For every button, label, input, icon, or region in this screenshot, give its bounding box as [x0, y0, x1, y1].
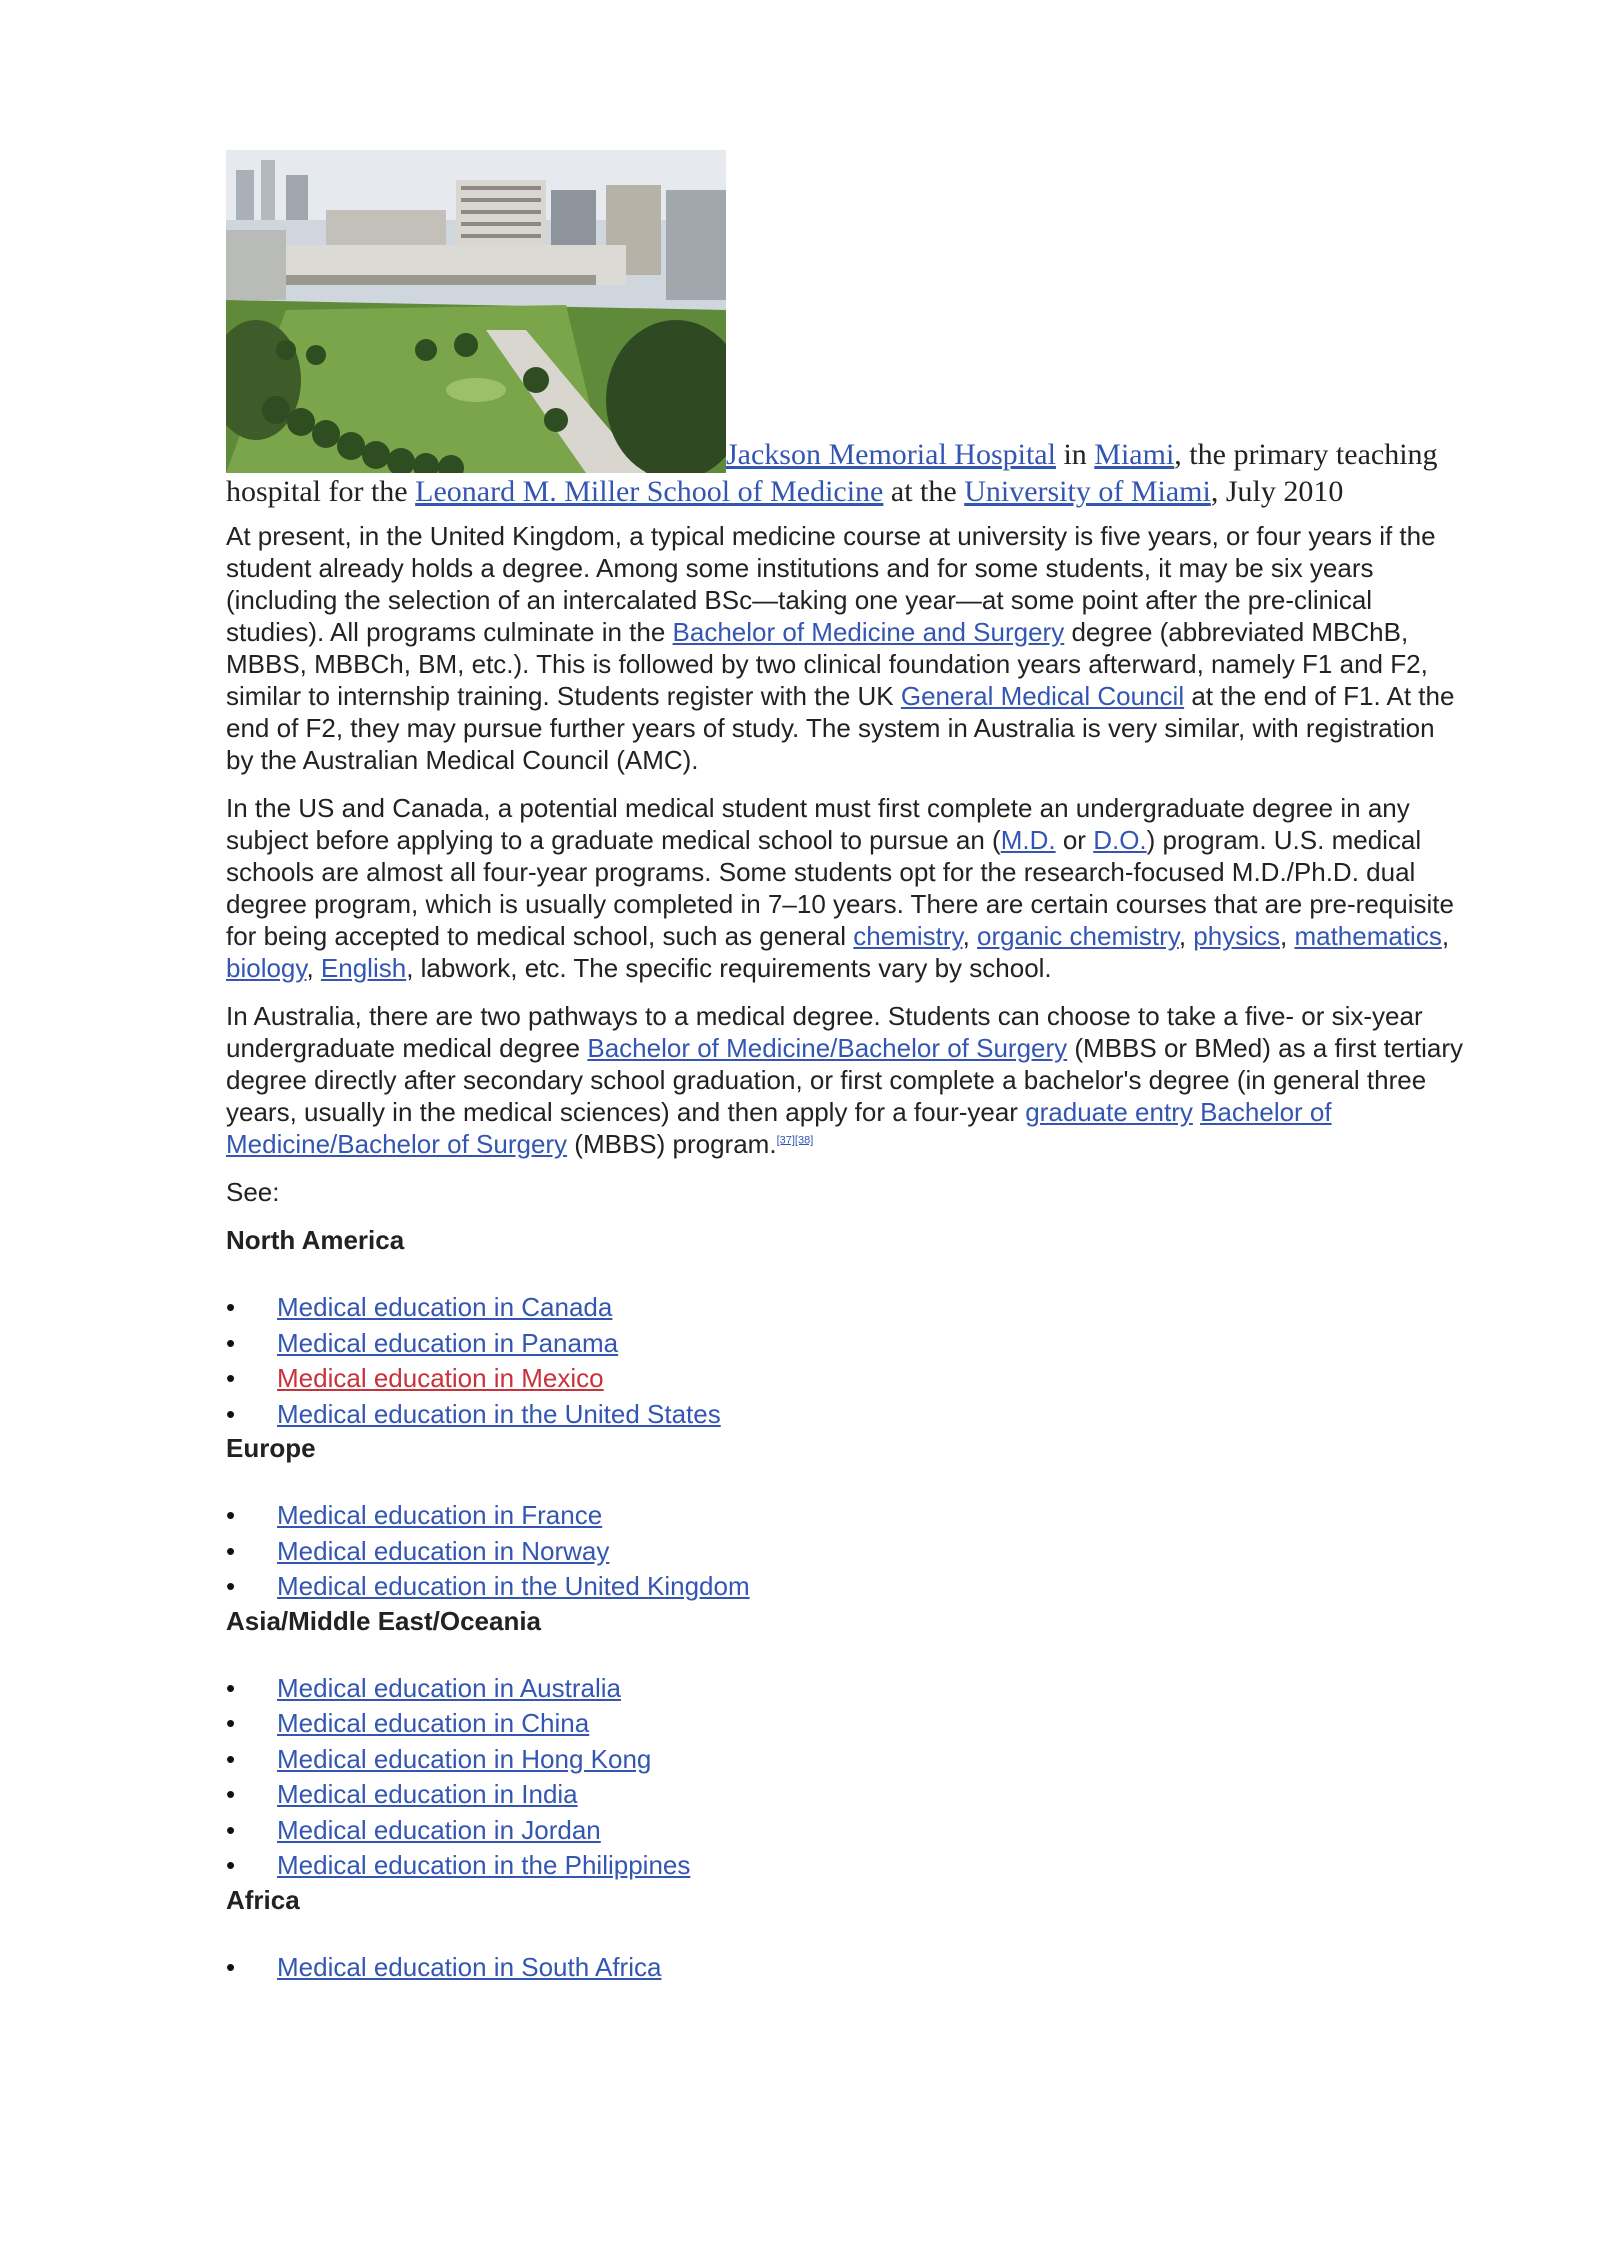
medical-education-link[interactable]: Medical education in the United Kingdom — [277, 1571, 750, 1601]
hospital-photo[interactable] — [226, 150, 726, 473]
region-heading: North America — [226, 1225, 405, 1255]
medical-education-link[interactable]: Medical education in Jordan — [277, 1814, 601, 1845]
region-link-list — [226, 1950, 1466, 1986]
bullet-icon: • — [226, 1398, 236, 1429]
para1-text-a: At present, in the United Kingdom, a typical medicine course at university is five years, or four years if the student already holds a degree. Among some institutions and for some students, it may be six years (including the selection of an intercalated BSc—taking one year—at some point after the pre-clinical studies). All programs culminate in the — [226, 521, 1436, 647]
list-item — [226, 1742, 1466, 1778]
article-body — [226, 150, 1466, 1985]
bullet-icon: • — [226, 1571, 236, 1601]
medical-education-link[interactable]: Medical education in Australia — [277, 1672, 621, 1703]
link-general-medical-council[interactable]: General Medical Council — [900, 681, 1185, 711]
link-bachelor-medicine-surgery[interactable]: Bachelor of Medicine and Surgery — [672, 617, 1065, 647]
figure-with-caption — [226, 150, 1466, 510]
link-do[interactable]: D.O. — [1093, 825, 1147, 855]
list-item — [226, 1397, 1466, 1433]
caption-link-miami[interactable]: Miami — [1094, 438, 1175, 471]
region-link-list — [226, 1671, 1466, 1884]
list-item — [226, 1950, 1466, 1986]
link-chemistry[interactable]: chemistry — [853, 921, 963, 951]
bullet-icon: • — [226, 1850, 236, 1880]
medical-education-link[interactable]: Medical education in France — [277, 1500, 603, 1530]
bullet-icon: • — [226, 1951, 236, 1982]
region-link-list — [226, 1290, 1466, 1432]
list-item — [226, 1706, 1466, 1742]
bullet-icon: • — [226, 1500, 236, 1530]
bullet-icon: • — [226, 1363, 236, 1393]
para2-sep: , — [1280, 921, 1295, 951]
para2-text-or: or — [1055, 825, 1094, 855]
bullet-icon: • — [226, 1327, 236, 1358]
para2-sep: , — [1178, 921, 1194, 951]
para3-text-b: (MBBS or BMed) as a first tertiary degree directly after secondary school graduation, or first complete a bachelor's degree (in general three years, usually in the medical sciences) and then apply for a four-year — [226, 1033, 1464, 1127]
para1-text-b: degree (abbreviated MBChB, MBBS, MBBCh, BM, etc.). This is followed by two clinical foundation years afterward, namely F1 and F2, similar to internship training. Students register with the UK — [226, 617, 1428, 711]
bullet-icon: • — [226, 1779, 236, 1809]
caption-text-primary: , the primary teaching hospital for the — [226, 438, 1438, 508]
see-also-regions — [226, 1224, 1466, 1985]
see-label: See: — [226, 1177, 280, 1207]
reference-links[interactable]: [37][38] — [776, 1134, 814, 1147]
bullet-icon: • — [226, 1814, 236, 1845]
bullet-icon: • — [226, 1743, 236, 1774]
caption-text-at: at the — [883, 475, 965, 508]
region-link-list — [226, 1498, 1466, 1605]
caption-link-university[interactable]: University of Miami — [964, 475, 1211, 508]
para2-text-a: In the US and Canada, a potential medical student must first complete an undergraduate degree in any subject before applying to a graduate medical school to pursue an ( — [226, 793, 1410, 855]
medical-education-link[interactable]: Medical education in Hong Kong — [277, 1743, 652, 1774]
caption-link-hospital[interactable]: Jackson Memorial Hospital — [726, 438, 1056, 471]
link-organic-chemistry[interactable]: organic chemistry — [977, 921, 1179, 951]
list-item — [226, 1361, 1466, 1397]
para2-sep: , — [962, 921, 978, 951]
bullet-icon: • — [226, 1708, 236, 1738]
link-mbbs-graduate[interactable]: Bachelor of Medicine/Bachelor of Surgery — [226, 1097, 1332, 1159]
medical-education-link[interactable]: Medical education in India — [277, 1779, 578, 1809]
bullet-icon: • — [226, 1672, 236, 1703]
list-item — [226, 1777, 1466, 1813]
medical-education-link[interactable]: Medical education in Panama — [277, 1327, 619, 1358]
bullet-icon: • — [226, 1535, 236, 1566]
list-item — [226, 1569, 1466, 1605]
medical-education-link[interactable]: Medical education in Norway — [277, 1535, 610, 1566]
medical-education-link[interactable]: Medical education in the United States — [277, 1398, 721, 1429]
link-biology[interactable]: biology — [226, 953, 307, 983]
link-mbbs[interactable]: Bachelor of Medicine/Bachelor of Surgery — [587, 1033, 1068, 1063]
list-item — [226, 1534, 1466, 1570]
medical-education-link[interactable]: Medical education in South Africa — [277, 1951, 662, 1982]
para3-text-c: (MBBS) program. — [567, 1129, 777, 1159]
region-heading: Europe — [226, 1433, 316, 1463]
para2-sep: , — [306, 953, 321, 983]
caption-text-date: , July 2010 — [1210, 475, 1344, 508]
para1-text-c: at the end of F1. At the end of F2, they may pursue further years of study. The system in Australia is very similar, with registration by the Australian Medical Council (AMC). — [226, 681, 1455, 775]
paragraph-us-canada — [226, 792, 1466, 984]
list-item — [226, 1671, 1466, 1707]
bullet-icon: • — [226, 1292, 236, 1322]
link-mathematics[interactable]: mathematics — [1294, 921, 1442, 951]
caption-link-school[interactable]: Leonard M. Miller School of Medicine — [415, 475, 884, 508]
para2-text-c: , labwork, etc. The specific requirements vary by school. — [406, 953, 1052, 983]
region-heading: Africa — [226, 1884, 300, 1915]
medical-education-link[interactable]: Medical education in Canada — [277, 1292, 613, 1322]
list-item — [226, 1813, 1466, 1849]
caption-text-in: in — [1055, 438, 1095, 471]
para2-sep: , — [1441, 921, 1450, 951]
para3-text-space — [1193, 1097, 1200, 1127]
list-item — [226, 1290, 1466, 1326]
para3-text-a: In Australia, there are two pathways to a medical degree. Students can choose to take a five- or six-year undergraduate medical degree — [226, 1001, 1423, 1063]
paragraph-australia — [226, 1000, 1466, 1160]
link-graduate-entry[interactable]: graduate entry — [1025, 1097, 1193, 1127]
link-physics[interactable]: physics — [1193, 921, 1280, 951]
link-english[interactable]: English — [320, 953, 407, 983]
paragraph-uk — [226, 520, 1466, 776]
para2-text-b: ) program. U.S. medical schools are almost all four-year programs. Some students opt for the research-focused M.D./Ph.D. dual degree program, which is usually completed in 7–10 years. There are certain courses that are pre-requisite for being accepted to medical school, such as general — [226, 825, 1454, 951]
link-md[interactable]: M.D. — [1000, 825, 1056, 855]
region-heading: Asia/Middle East/Oceania — [226, 1605, 542, 1636]
list-item — [226, 1848, 1466, 1884]
medical-education-link[interactable]: Medical education in Mexico — [277, 1363, 604, 1393]
medical-education-link[interactable]: Medical education in the Philippines — [277, 1850, 691, 1880]
list-item — [226, 1326, 1466, 1362]
list-item — [226, 1498, 1466, 1534]
medical-education-link[interactable]: Medical education in China — [277, 1708, 590, 1738]
